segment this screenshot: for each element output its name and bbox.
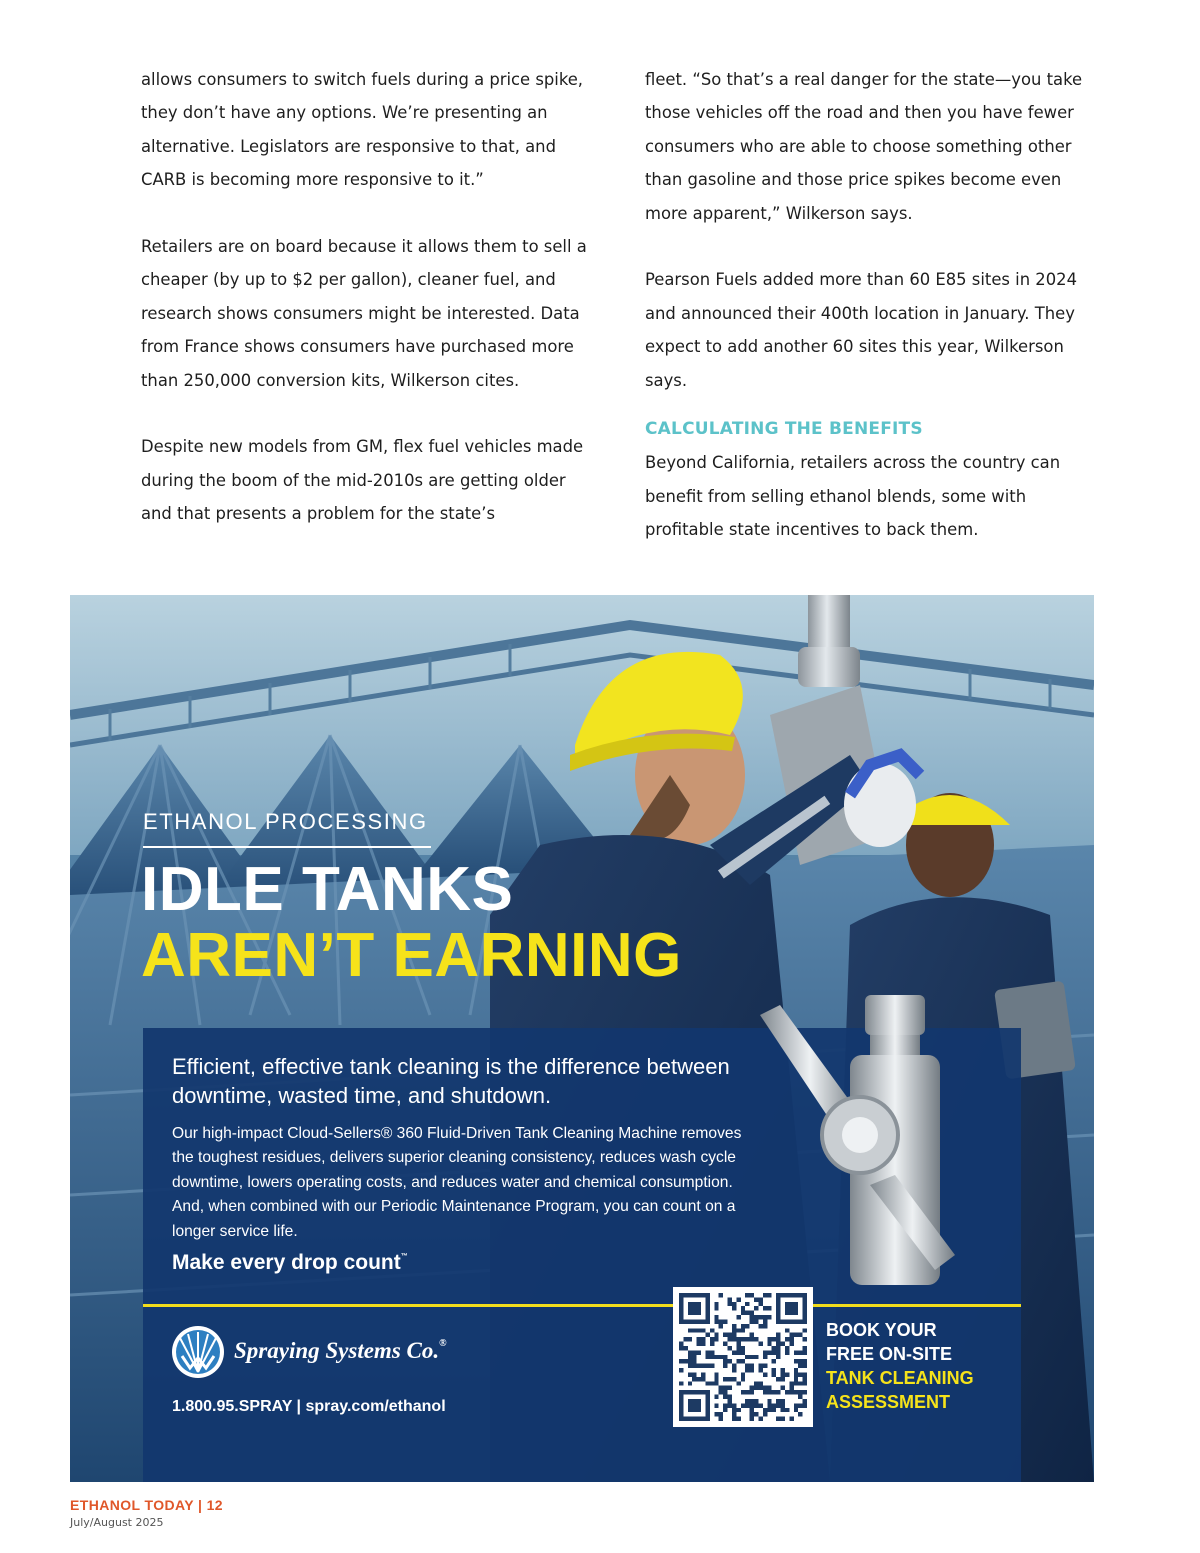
footer-publication: ETHANOL TODAY | 12 [70, 1497, 223, 1513]
ad-headline-line-2: AREN’T EARNING [141, 921, 682, 990]
cta-line-4: ASSESSMENT [826, 1392, 951, 1412]
article-paragraph: Despite new models from GM, flex fuel vehicles made during the boom of the mid-2010s are getting older and that presents a problem for the state’s [141, 437, 584, 524]
registered-mark: ® [439, 1338, 447, 1349]
ad-body-text: Our high-impact Cloud-Sellers® 360 Fluid-Driven Tank Cleaning Machine removes the toughest residues, delivers superior cleaning consistency, reduces wash cycle downtime, lowers operating costs, and reduces water and chemical consumption. And, when combined with our Periodic Maintenance Program, you can count on a longer service life. [172, 1125, 742, 1240]
cta-line-2: FREE ON-SITE [826, 1344, 953, 1364]
cta-line-3: TANK CLEANING [826, 1368, 974, 1388]
article-paragraph: Pearson Fuels added more than 60 E85 sites in 2024 and announced their 400th location in January. They expect to add another 60 sites this year, Wilkerson says. [645, 270, 1078, 390]
company-name-text: Spraying Systems Co. [234, 1338, 440, 1363]
spraying-systems-logo-icon [170, 1324, 226, 1380]
article-paragraph: allows consumers to switch fuels during a price spike, they don’t have any options. We’re presenting an alternative. Legislators are responsive to that, and CARB is becoming more responsive to it.” [141, 70, 584, 190]
section-subhead: CALCULATING THE BENEFITS [645, 419, 923, 440]
ad-headline-line-1: IDLE TANKS [141, 855, 514, 924]
trademark-mark: ™ [400, 1253, 408, 1260]
cta-line-1: BOOK YOUR [826, 1320, 937, 1340]
ad-lead-text: Efficient, effective tank cleaning is the difference between downtime, wasted time, and shutdown. [172, 1054, 730, 1108]
tank-cleaning-machine-image [750, 985, 960, 1305]
company-name [234, 1338, 447, 1364]
qr-code-icon [679, 1293, 807, 1421]
tagline-text: Make every drop count [172, 1251, 401, 1274]
call-to-action [826, 1318, 974, 1414]
ad-kicker: ETHANOL PROCESSING [143, 809, 428, 834]
article-paragraph: Beyond California, retailers across the country can benefit from selling ethanol blends, some with profitable state incentives to back them. [645, 453, 1061, 540]
ad-tagline [172, 1251, 408, 1275]
kicker-divider [143, 846, 431, 848]
article-right-column [645, 63, 1095, 580]
footer-issue-date: July/August 2025 [70, 1516, 164, 1529]
article-paragraph: Retailers are on board because it allows them to sell a cheaper (by up to $2 per gallon), cleaner fuel, and research shows consumers might be interested. Data from France shows consumers have purchased more than 250,000 conversion kits, Wilkerson cites. [141, 237, 587, 390]
qr-code[interactable] [673, 1287, 813, 1427]
advertisement [70, 595, 1094, 1482]
contact-info[interactable]: 1.800.95.SPRAY | spray.com/ethanol [172, 1398, 446, 1415]
article-paragraph: fleet. “So that’s a real danger for the state—you take those vehicles off the road and then you have fewer consumers who are able to choose something other than gasoline and those price spikes become even more apparent,” Wilkerson says. [645, 70, 1083, 223]
article-left-column [141, 63, 591, 564]
